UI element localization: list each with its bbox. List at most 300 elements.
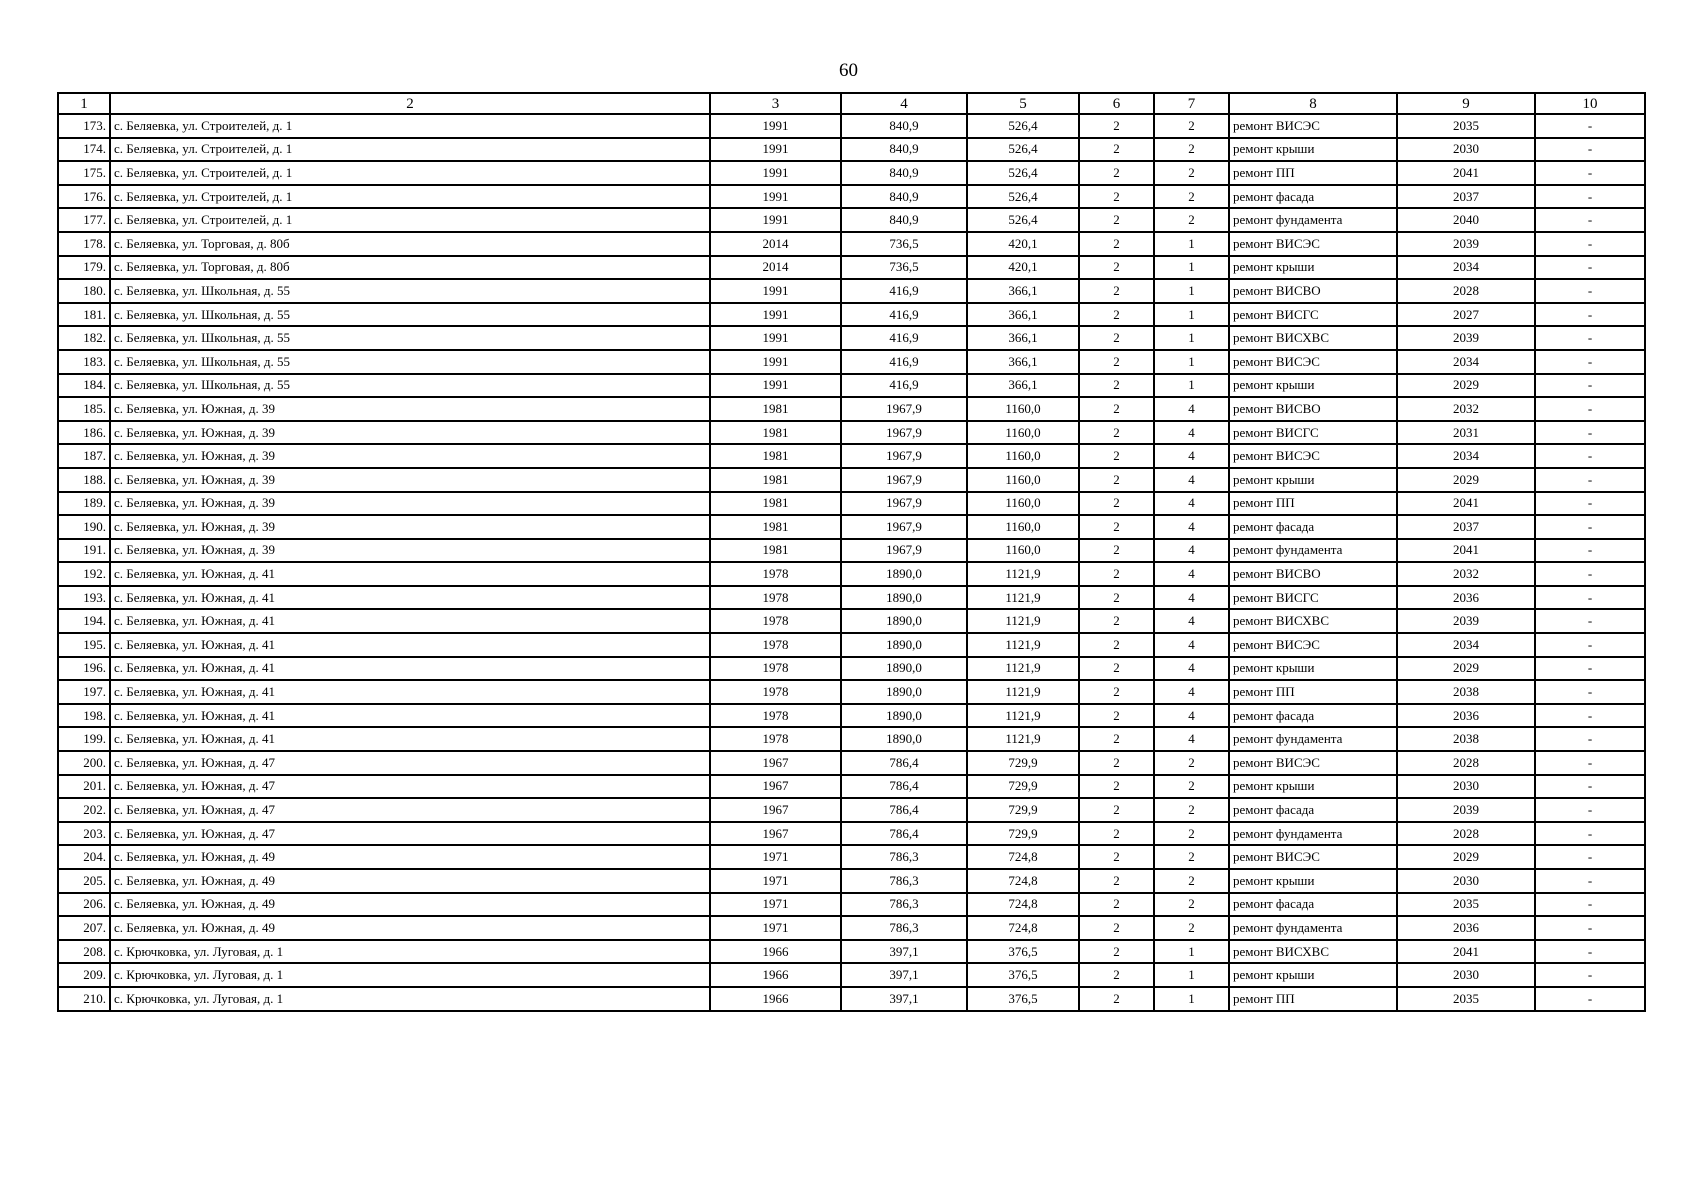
floors-cell: 1 bbox=[1154, 987, 1229, 1011]
floors-cell: 1 bbox=[1154, 374, 1229, 398]
row-number-cell: 198. bbox=[58, 704, 110, 728]
planned-year-cell: 2039 bbox=[1397, 609, 1535, 633]
work-type-cell: ремонт крыши bbox=[1229, 963, 1397, 987]
work-type-cell: ремонт ВИСЭС bbox=[1229, 633, 1397, 657]
year-cell: 1991 bbox=[710, 350, 841, 374]
col6-cell: 2 bbox=[1079, 468, 1154, 492]
column-header: 7 bbox=[1154, 93, 1229, 114]
table-row bbox=[58, 374, 1645, 398]
address-cell: с. Беляевка, ул. Южная, д. 41 bbox=[110, 562, 710, 586]
planned-year-cell: 2032 bbox=[1397, 397, 1535, 421]
living-area-cell: 376,5 bbox=[967, 940, 1079, 964]
work-type-cell: ремонт ПП bbox=[1229, 492, 1397, 516]
floors-cell: 2 bbox=[1154, 798, 1229, 822]
col6-cell: 2 bbox=[1079, 138, 1154, 162]
year-cell: 1981 bbox=[710, 515, 841, 539]
address-cell: с. Беляевка, ул. Южная, д. 39 bbox=[110, 421, 710, 445]
col6-cell: 2 bbox=[1079, 727, 1154, 751]
planned-year-cell: 2041 bbox=[1397, 161, 1535, 185]
work-type-cell: ремонт крыши bbox=[1229, 374, 1397, 398]
col10-cell: - bbox=[1535, 185, 1645, 209]
col6-cell: 2 bbox=[1079, 893, 1154, 917]
work-type-cell: ремонт ПП bbox=[1229, 987, 1397, 1011]
year-cell: 1971 bbox=[710, 869, 841, 893]
row-number-cell: 180. bbox=[58, 279, 110, 303]
floors-cell: 1 bbox=[1154, 350, 1229, 374]
column-header: 5 bbox=[967, 93, 1079, 114]
address-cell: с. Беляевка, ул. Южная, д. 47 bbox=[110, 798, 710, 822]
work-type-cell: ремонт ВИСВО bbox=[1229, 279, 1397, 303]
table-row bbox=[58, 987, 1645, 1011]
total-area-cell: 736,5 bbox=[841, 232, 967, 256]
year-cell: 1978 bbox=[710, 633, 841, 657]
col6-cell: 2 bbox=[1079, 232, 1154, 256]
work-type-cell: ремонт ВИСЭС bbox=[1229, 751, 1397, 775]
address-cell: с. Беляевка, ул. Школьная, д. 55 bbox=[110, 326, 710, 350]
col10-cell: - bbox=[1535, 893, 1645, 917]
year-cell: 1991 bbox=[710, 185, 841, 209]
col6-cell: 2 bbox=[1079, 704, 1154, 728]
col10-cell: - bbox=[1535, 657, 1645, 681]
planned-year-cell: 2041 bbox=[1397, 539, 1535, 563]
row-number-cell: 205. bbox=[58, 869, 110, 893]
planned-year-cell: 2034 bbox=[1397, 350, 1535, 374]
col6-cell: 2 bbox=[1079, 185, 1154, 209]
address-cell: с. Беляевка, ул. Южная, д. 41 bbox=[110, 586, 710, 610]
living-area-cell: 526,4 bbox=[967, 185, 1079, 209]
planned-year-cell: 2038 bbox=[1397, 680, 1535, 704]
living-area-cell: 1121,9 bbox=[967, 609, 1079, 633]
total-area-cell: 1890,0 bbox=[841, 586, 967, 610]
work-type-cell: ремонт ВИСЭС bbox=[1229, 444, 1397, 468]
planned-year-cell: 2028 bbox=[1397, 822, 1535, 846]
col10-cell: - bbox=[1535, 822, 1645, 846]
planned-year-cell: 2041 bbox=[1397, 492, 1535, 516]
address-cell: с. Беляевка, ул. Строителей, д. 1 bbox=[110, 138, 710, 162]
living-area-cell: 526,4 bbox=[967, 161, 1079, 185]
total-area-cell: 1967,9 bbox=[841, 397, 967, 421]
column-header: 9 bbox=[1397, 93, 1535, 114]
col10-cell: - bbox=[1535, 727, 1645, 751]
planned-year-cell: 2036 bbox=[1397, 586, 1535, 610]
total-area-cell: 840,9 bbox=[841, 138, 967, 162]
table-row bbox=[58, 232, 1645, 256]
year-cell: 1981 bbox=[710, 421, 841, 445]
col10-cell: - bbox=[1535, 987, 1645, 1011]
col10-cell: - bbox=[1535, 326, 1645, 350]
planned-year-cell: 2030 bbox=[1397, 963, 1535, 987]
address-cell: с. Беляевка, ул. Южная, д. 39 bbox=[110, 515, 710, 539]
living-area-cell: 1121,9 bbox=[967, 586, 1079, 610]
table-row bbox=[58, 845, 1645, 869]
address-cell: с. Беляевка, ул. Южная, д. 39 bbox=[110, 492, 710, 516]
living-area-cell: 1121,9 bbox=[967, 727, 1079, 751]
total-area-cell: 840,9 bbox=[841, 114, 967, 138]
col10-cell: - bbox=[1535, 751, 1645, 775]
work-type-cell: ремонт фундамента bbox=[1229, 822, 1397, 846]
row-number-cell: 182. bbox=[58, 326, 110, 350]
floors-cell: 2 bbox=[1154, 161, 1229, 185]
living-area-cell: 1160,0 bbox=[967, 468, 1079, 492]
living-area-cell: 1160,0 bbox=[967, 492, 1079, 516]
col6-cell: 2 bbox=[1079, 609, 1154, 633]
address-cell: с. Крючковка, ул. Луговая, д. 1 bbox=[110, 963, 710, 987]
table-row bbox=[58, 161, 1645, 185]
work-type-cell: ремонт фасада bbox=[1229, 515, 1397, 539]
planned-year-cell: 2029 bbox=[1397, 845, 1535, 869]
col6-cell: 2 bbox=[1079, 539, 1154, 563]
table-row bbox=[58, 444, 1645, 468]
total-area-cell: 786,3 bbox=[841, 916, 967, 940]
row-number-cell: 184. bbox=[58, 374, 110, 398]
table-row bbox=[58, 421, 1645, 445]
total-area-cell: 416,9 bbox=[841, 303, 967, 327]
col10-cell: - bbox=[1535, 138, 1645, 162]
living-area-cell: 724,8 bbox=[967, 893, 1079, 917]
year-cell: 1967 bbox=[710, 798, 841, 822]
floors-cell: 1 bbox=[1154, 303, 1229, 327]
table-row bbox=[58, 138, 1645, 162]
floors-cell: 4 bbox=[1154, 657, 1229, 681]
row-number-cell: 196. bbox=[58, 657, 110, 681]
col6-cell: 2 bbox=[1079, 987, 1154, 1011]
col10-cell: - bbox=[1535, 256, 1645, 280]
col10-cell: - bbox=[1535, 680, 1645, 704]
col6-cell: 2 bbox=[1079, 633, 1154, 657]
col6-cell: 2 bbox=[1079, 562, 1154, 586]
table-body bbox=[58, 114, 1645, 1011]
col10-cell: - bbox=[1535, 562, 1645, 586]
address-cell: с. Беляевка, ул. Южная, д. 47 bbox=[110, 822, 710, 846]
table-row bbox=[58, 208, 1645, 232]
floors-cell: 4 bbox=[1154, 397, 1229, 421]
col10-cell: - bbox=[1535, 279, 1645, 303]
planned-year-cell: 2038 bbox=[1397, 727, 1535, 751]
col6-cell: 2 bbox=[1079, 397, 1154, 421]
table-row bbox=[58, 916, 1645, 940]
address-cell: с. Беляевка, ул. Южная, д. 49 bbox=[110, 845, 710, 869]
floors-cell: 4 bbox=[1154, 468, 1229, 492]
column-header: 10 bbox=[1535, 93, 1645, 114]
year-cell: 1966 bbox=[710, 940, 841, 964]
address-cell: с. Беляевка, ул. Школьная, д. 55 bbox=[110, 350, 710, 374]
column-header: 1 bbox=[58, 93, 110, 114]
table-row bbox=[58, 562, 1645, 586]
living-area-cell: 1121,9 bbox=[967, 657, 1079, 681]
col6-cell: 2 bbox=[1079, 963, 1154, 987]
work-type-cell: ремонт фасада bbox=[1229, 185, 1397, 209]
row-number-cell: 195. bbox=[58, 633, 110, 657]
living-area-cell: 366,1 bbox=[967, 279, 1079, 303]
work-type-cell: ремонт крыши bbox=[1229, 468, 1397, 492]
total-area-cell: 840,9 bbox=[841, 208, 967, 232]
planned-year-cell: 2030 bbox=[1397, 775, 1535, 799]
col10-cell: - bbox=[1535, 374, 1645, 398]
col10-cell: - bbox=[1535, 940, 1645, 964]
col6-cell: 2 bbox=[1079, 492, 1154, 516]
col10-cell: - bbox=[1535, 916, 1645, 940]
address-cell: с. Беляевка, ул. Южная, д. 41 bbox=[110, 633, 710, 657]
planned-year-cell: 2027 bbox=[1397, 303, 1535, 327]
planned-year-cell: 2028 bbox=[1397, 279, 1535, 303]
living-area-cell: 1160,0 bbox=[967, 397, 1079, 421]
row-number-cell: 178. bbox=[58, 232, 110, 256]
row-number-cell: 197. bbox=[58, 680, 110, 704]
row-number-cell: 206. bbox=[58, 893, 110, 917]
total-area-cell: 786,3 bbox=[841, 845, 967, 869]
planned-year-cell: 2036 bbox=[1397, 704, 1535, 728]
total-area-cell: 840,9 bbox=[841, 185, 967, 209]
col6-cell: 2 bbox=[1079, 208, 1154, 232]
row-number-cell: 207. bbox=[58, 916, 110, 940]
table-row bbox=[58, 751, 1645, 775]
col10-cell: - bbox=[1535, 114, 1645, 138]
col6-cell: 2 bbox=[1079, 916, 1154, 940]
address-cell: с. Беляевка, ул. Южная, д. 39 bbox=[110, 444, 710, 468]
planned-year-cell: 2040 bbox=[1397, 208, 1535, 232]
col6-cell: 2 bbox=[1079, 374, 1154, 398]
year-cell: 1978 bbox=[710, 704, 841, 728]
row-number-cell: 191. bbox=[58, 539, 110, 563]
work-type-cell: ремонт крыши bbox=[1229, 775, 1397, 799]
year-cell: 1967 bbox=[710, 775, 841, 799]
col10-cell: - bbox=[1535, 468, 1645, 492]
work-type-cell: ремонт ВИСВО bbox=[1229, 562, 1397, 586]
row-number-cell: 181. bbox=[58, 303, 110, 327]
address-cell: с. Беляевка, ул. Торговая, д. 80б bbox=[110, 256, 710, 280]
row-number-cell: 188. bbox=[58, 468, 110, 492]
floors-cell: 2 bbox=[1154, 916, 1229, 940]
planned-year-cell: 2032 bbox=[1397, 562, 1535, 586]
address-cell: с. Беляевка, ул. Южная, д. 39 bbox=[110, 397, 710, 421]
year-cell: 1981 bbox=[710, 397, 841, 421]
col10-cell: - bbox=[1535, 492, 1645, 516]
row-number-cell: 187. bbox=[58, 444, 110, 468]
table-row bbox=[58, 633, 1645, 657]
col6-cell: 2 bbox=[1079, 421, 1154, 445]
table-row bbox=[58, 798, 1645, 822]
col10-cell: - bbox=[1535, 963, 1645, 987]
col10-cell: - bbox=[1535, 397, 1645, 421]
col6-cell: 2 bbox=[1079, 845, 1154, 869]
work-type-cell: ремонт фасада bbox=[1229, 798, 1397, 822]
floors-cell: 4 bbox=[1154, 444, 1229, 468]
living-area-cell: 1160,0 bbox=[967, 539, 1079, 563]
living-area-cell: 366,1 bbox=[967, 350, 1079, 374]
table-row bbox=[58, 657, 1645, 681]
total-area-cell: 786,4 bbox=[841, 775, 967, 799]
address-cell: с. Беляевка, ул. Южная, д. 47 bbox=[110, 751, 710, 775]
year-cell: 1971 bbox=[710, 916, 841, 940]
total-area-cell: 786,4 bbox=[841, 751, 967, 775]
row-number-cell: 177. bbox=[58, 208, 110, 232]
row-number-cell: 209. bbox=[58, 963, 110, 987]
planned-year-cell: 2037 bbox=[1397, 185, 1535, 209]
total-area-cell: 1890,0 bbox=[841, 562, 967, 586]
living-area-cell: 420,1 bbox=[967, 232, 1079, 256]
year-cell: 1991 bbox=[710, 208, 841, 232]
table-row bbox=[58, 609, 1645, 633]
floors-cell: 1 bbox=[1154, 232, 1229, 256]
table-row bbox=[58, 350, 1645, 374]
col6-cell: 2 bbox=[1079, 114, 1154, 138]
address-cell: с. Беляевка, ул. Южная, д. 41 bbox=[110, 657, 710, 681]
address-cell: с. Беляевка, ул. Школьная, д. 55 bbox=[110, 374, 710, 398]
table-row bbox=[58, 727, 1645, 751]
row-number-cell: 185. bbox=[58, 397, 110, 421]
planned-year-cell: 2035 bbox=[1397, 114, 1535, 138]
row-number-cell: 192. bbox=[58, 562, 110, 586]
total-area-cell: 1967,9 bbox=[841, 515, 967, 539]
living-area-cell: 1160,0 bbox=[967, 421, 1079, 445]
year-cell: 2014 bbox=[710, 256, 841, 280]
col6-cell: 2 bbox=[1079, 680, 1154, 704]
planned-year-cell: 2034 bbox=[1397, 444, 1535, 468]
row-number-cell: 208. bbox=[58, 940, 110, 964]
work-type-cell: ремонт ВИСВО bbox=[1229, 397, 1397, 421]
total-area-cell: 1890,0 bbox=[841, 633, 967, 657]
address-cell: с. Беляевка, ул. Южная, д. 39 bbox=[110, 539, 710, 563]
floors-cell: 2 bbox=[1154, 185, 1229, 209]
living-area-cell: 724,8 bbox=[967, 916, 1079, 940]
floors-cell: 4 bbox=[1154, 609, 1229, 633]
work-type-cell: ремонт ПП bbox=[1229, 161, 1397, 185]
floors-cell: 4 bbox=[1154, 492, 1229, 516]
total-area-cell: 786,3 bbox=[841, 893, 967, 917]
column-header: 6 bbox=[1079, 93, 1154, 114]
table-row bbox=[58, 539, 1645, 563]
planned-year-cell: 2029 bbox=[1397, 468, 1535, 492]
year-cell: 1991 bbox=[710, 326, 841, 350]
col6-cell: 2 bbox=[1079, 350, 1154, 374]
work-type-cell: ремонт крыши bbox=[1229, 869, 1397, 893]
year-cell: 1978 bbox=[710, 657, 841, 681]
work-type-cell: ремонт фундамента bbox=[1229, 727, 1397, 751]
address-cell: с. Беляевка, ул. Южная, д. 41 bbox=[110, 727, 710, 751]
table-row bbox=[58, 704, 1645, 728]
address-cell: с. Беляевка, ул. Южная, д. 47 bbox=[110, 775, 710, 799]
row-number-cell: 203. bbox=[58, 822, 110, 846]
total-area-cell: 1890,0 bbox=[841, 657, 967, 681]
address-cell: с. Беляевка, ул. Южная, д. 49 bbox=[110, 893, 710, 917]
total-area-cell: 786,3 bbox=[841, 869, 967, 893]
total-area-cell: 1967,9 bbox=[841, 444, 967, 468]
living-area-cell: 1160,0 bbox=[967, 444, 1079, 468]
table-row bbox=[58, 680, 1645, 704]
table-row bbox=[58, 185, 1645, 209]
planned-year-cell: 2030 bbox=[1397, 138, 1535, 162]
col6-cell: 2 bbox=[1079, 775, 1154, 799]
work-type-cell: ремонт крыши bbox=[1229, 138, 1397, 162]
row-number-cell: 194. bbox=[58, 609, 110, 633]
work-type-cell: ремонт ВИСЭС bbox=[1229, 845, 1397, 869]
planned-year-cell: 2037 bbox=[1397, 515, 1535, 539]
planned-year-cell: 2036 bbox=[1397, 916, 1535, 940]
work-type-cell: ремонт фундамента bbox=[1229, 539, 1397, 563]
col10-cell: - bbox=[1535, 232, 1645, 256]
col6-cell: 2 bbox=[1079, 751, 1154, 775]
floors-cell: 4 bbox=[1154, 586, 1229, 610]
planned-year-cell: 2030 bbox=[1397, 869, 1535, 893]
table-row bbox=[58, 515, 1645, 539]
planned-year-cell: 2039 bbox=[1397, 232, 1535, 256]
col6-cell: 2 bbox=[1079, 256, 1154, 280]
living-area-cell: 1121,9 bbox=[967, 680, 1079, 704]
year-cell: 1967 bbox=[710, 751, 841, 775]
living-area-cell: 366,1 bbox=[967, 326, 1079, 350]
work-type-cell: ремонт фундамента bbox=[1229, 916, 1397, 940]
total-area-cell: 416,9 bbox=[841, 350, 967, 374]
living-area-cell: 729,9 bbox=[967, 775, 1079, 799]
row-number-cell: 176. bbox=[58, 185, 110, 209]
table-row bbox=[58, 303, 1645, 327]
floors-cell: 4 bbox=[1154, 727, 1229, 751]
floors-cell: 4 bbox=[1154, 633, 1229, 657]
total-area-cell: 1890,0 bbox=[841, 680, 967, 704]
table-row bbox=[58, 326, 1645, 350]
col6-cell: 2 bbox=[1079, 869, 1154, 893]
row-number-cell: 179. bbox=[58, 256, 110, 280]
table-row bbox=[58, 114, 1645, 138]
address-cell: с. Беляевка, ул. Школьная, д. 55 bbox=[110, 303, 710, 327]
planned-year-cell: 2034 bbox=[1397, 633, 1535, 657]
floors-cell: 4 bbox=[1154, 515, 1229, 539]
work-type-cell: ремонт крыши bbox=[1229, 256, 1397, 280]
table-row bbox=[58, 492, 1645, 516]
living-area-cell: 729,9 bbox=[967, 798, 1079, 822]
living-area-cell: 724,8 bbox=[967, 869, 1079, 893]
year-cell: 1981 bbox=[710, 444, 841, 468]
planned-year-cell: 2028 bbox=[1397, 751, 1535, 775]
col6-cell: 2 bbox=[1079, 798, 1154, 822]
table-row bbox=[58, 940, 1645, 964]
floors-cell: 1 bbox=[1154, 256, 1229, 280]
total-area-cell: 416,9 bbox=[841, 374, 967, 398]
living-area-cell: 1121,9 bbox=[967, 562, 1079, 586]
row-number-cell: 202. bbox=[58, 798, 110, 822]
work-type-cell: ремонт крыши bbox=[1229, 657, 1397, 681]
address-cell: с. Беляевка, ул. Торговая, д. 80б bbox=[110, 232, 710, 256]
address-cell: с. Беляевка, ул. Южная, д. 41 bbox=[110, 680, 710, 704]
year-cell: 1978 bbox=[710, 562, 841, 586]
planned-year-cell: 2039 bbox=[1397, 798, 1535, 822]
total-area-cell: 1890,0 bbox=[841, 609, 967, 633]
table-row bbox=[58, 468, 1645, 492]
page-number: 60 bbox=[839, 60, 858, 81]
total-area-cell: 416,9 bbox=[841, 326, 967, 350]
col10-cell: - bbox=[1535, 798, 1645, 822]
total-area-cell: 840,9 bbox=[841, 161, 967, 185]
year-cell: 1991 bbox=[710, 138, 841, 162]
table-header-row bbox=[58, 93, 1645, 114]
floors-cell: 1 bbox=[1154, 963, 1229, 987]
work-type-cell: ремонт фундамента bbox=[1229, 208, 1397, 232]
year-cell: 1991 bbox=[710, 161, 841, 185]
row-number-cell: 186. bbox=[58, 421, 110, 445]
total-area-cell: 397,1 bbox=[841, 963, 967, 987]
planned-year-cell: 2041 bbox=[1397, 940, 1535, 964]
floors-cell: 4 bbox=[1154, 704, 1229, 728]
living-area-cell: 376,5 bbox=[967, 987, 1079, 1011]
total-area-cell: 1967,9 bbox=[841, 421, 967, 445]
floors-cell: 2 bbox=[1154, 869, 1229, 893]
floors-cell: 1 bbox=[1154, 940, 1229, 964]
total-area-cell: 736,5 bbox=[841, 256, 967, 280]
col10-cell: - bbox=[1535, 421, 1645, 445]
total-area-cell: 1890,0 bbox=[841, 704, 967, 728]
living-area-cell: 724,8 bbox=[967, 845, 1079, 869]
work-type-cell: ремонт ВИСЭС bbox=[1229, 232, 1397, 256]
